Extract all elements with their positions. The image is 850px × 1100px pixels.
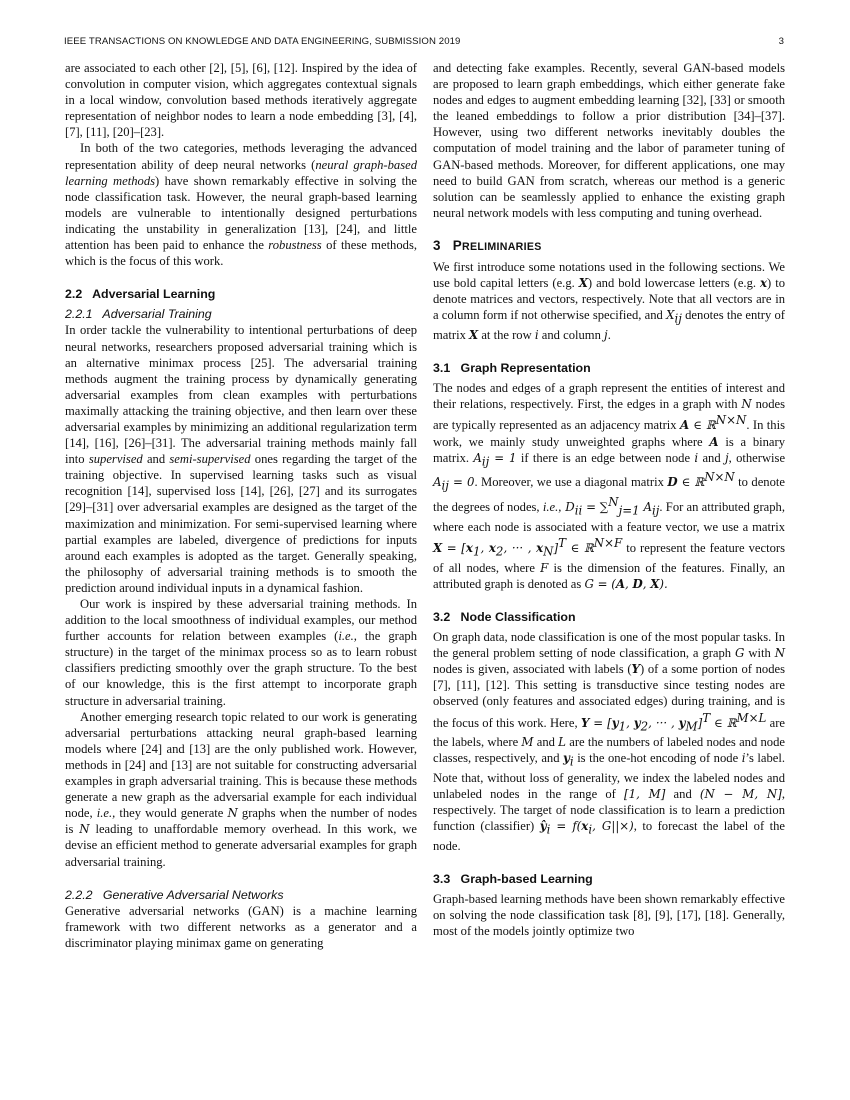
page-number: 3 [778, 36, 784, 47]
paragraph-node-classification: On graph data, node classification is one of the most popular tasks. In the general problem setting of node classification, a graph G with N nodes is given, associated with labels (Y) of a some portion of nodes [7], [11], [12]. This setting is transductive since testing nodes are observed (only features and associated edges) during training, and is the focus of this work. Here, $Y = [y_1$, $y_2$, ··· , $y_M]^T$ ∈ ℝ$^{M\times L}$ are the labels, where M and L are the numbers of labeled nodes and node classes, respectively, and $y_i$ is the one-hot encoding of node i’s label. Note that, without loss of generality, we index the labeled nodes and unlabeled nodes in the range of [1, M] and (N − M, N], respectively. The target of node classification is to learn a prediction function (classifier) $ŷ_i = f(x_i$, G||×), to forecast the label of the node. [433, 630, 786, 853]
paragraph-intro-continuation: are associated to each other [2], [5], [6], [12]. Inspired by the idea of convolution in computer vision, which aggregates contextual signals in a local window, convolution based methods iteratively aggregate representation of neighbor nodes to learn a node embedding [3], [4], [7], [11], [20]–[23]. [65, 61, 417, 140]
running-header [64, 36, 784, 50]
subsection-heading-adversarial-training: 2.2.1 Adversarial Training [65, 307, 212, 322]
subsection-heading-graph-based-learning: 3.3 Graph-based Learning [433, 872, 593, 886]
paragraph-graph-based-learning: Graph-based learning methods have been shown remarkably effective on solving the node classification task [8], [9], [17], [18]. Generally, most of the models jointly optimize two [433, 892, 785, 939]
paragraph-gan-continuation: and detecting fake examples. Recently, several GAN-based models are proposed to learn graph embeddings, which either generate fake nodes and edges to augment embedding learning [32], [33] or smooth the leaned embeddings to follow a prior distribution [34]–[37]. However, using two different networks inevitably doubles the computation of model training and the labor of parameter tuning of GAN-based methods. Moreover, for different applications, one may need to build GAN from scratch, whereas our method is a generic solution can be seamlessly applied to enhance the existing graph neural network models with less computing and tuning overhead. [433, 61, 785, 220]
subsection-heading-gan: 2.2.2 Generative Adversarial Networks [65, 887, 284, 902]
subsection-heading-node-classification: 3.2 Node Classification [433, 609, 576, 624]
section-heading-preliminaries: 3 PRELIMINARIES [433, 237, 542, 253]
left-column [65, 60, 417, 951]
paragraph-graph-representation: The nodes and edges of a graph represent the entities of interest and their relations, respectively. First, the edges in a graph with N nodes are typically represented as an adjacency matrix A ∈ ℝ$^{N\times N}$. In this work, we mainly study unweighted graphs where A is a binary matrix. $A_{ij} = 1$ if there is an edge between node i and j, otherwise $A_{ij} = 0$. Moreover, we use a diagonal matrix D ∈ ℝ$^{N\times N}$ to denote the degrees of nodes, i.e., $D_{ii} = \sum^N_{j=1}$ $A_{ij}$. For an attributed graph, where each node is associated with a feature vector, we use a matrix $X = [x_1$, $x_2$, ··· , $x_N]^T$ ∈ ℝ$^{N\times F}$ to represent the feature vectors of all nodes, where F is the dimension of the features. Finally, an attributed graph is denoted as G = (A, D, X). [433, 381, 786, 591]
journal-title: IEEE TRANSACTIONS ON KNOWLEDGE AND DATA ENGINEERING, SUBMISSION 2019 [64, 36, 461, 47]
section-heading-adversarial-learning: 2.2 Adversarial Learning [65, 287, 216, 302]
subsection-heading-graph-representation: 3.1 Graph Representation [433, 361, 591, 376]
paragraph-gan: Generative adversarial networks (GAN) is a machine learning framework with two different networks as a generator and a discriminator playing minimax game on generating [65, 903, 417, 950]
paragraph-related-research: Another emerging research topic related to our work is generating adversarial perturbations attacking neural graph-based learning models where [24] and [13] are the only published work. However, methods in [24] and [13] are not suitable for constructing adversarial examples in graph adversarial training. This is because these methods generate a new graph as the adversarial example for each individual node, i.e., they would generate N graphs when the number of nodes is N leading to unaffordable memory overhead. In this work, we devise an efficient method to generate adversarial examples for graph adversarial training. [65, 709, 418, 869]
paragraph-categories: In both of the two categories, methods leveraging the advanced representation ability of deep neural networks (neural graph-based learning methods) have shown remarkably effective in solving the node classification task. However, the neural graph-based learning models are vulnerable to intentionally designed perturbations indicating the unstability in generalization [13], [24], and little attention has been paid to enhance the robustness of these methods, which is the focus of this work. [65, 141, 418, 269]
paragraph-our-work: Our work is inspired by these adversarial training methods. In addition to the local smoothness of individual examples, our method further accounts for relation between examples (i.e., the graph structure) in the target of the minimax process so as to learn robust classifiers predicting smoothly over the graph structure. To the best of our knowledge, this is the first attempt to incorporate graph structure in adversarial training. [65, 597, 418, 708]
paragraph-adversarial-training: In order tackle the vulnerability to intentional perturbations of deep neural networks, researchers proposed adversarial training which is an alternative minimax process [25]. The adversarial training methods augment the training process by dynamically generating adversarial examples from clean examples with perturbations maximally attacking the training objective, and then learn over these adversarial examples by minimizing an additional regularization term [14], [16], [26]–[31]. The adversarial training methods mainly fall into supervised and semi-supervised ones regarding the target of the training objective. In supervised learning tasks such as visual recognition [14], supervised loss [14], [26], [27] and its surrogates [29]–[31] over adversarial examples are designed as the target of the maximization and minimization. For semi-supervised learning where partial examples are labeled, divergence of predictions for inputs around each examples is adopted as the target. Generally speaking, the philosophy of adversarial training methods is to smooth the prediction around individual inputs in a dynamical fashion. [65, 323, 418, 595]
paragraph-notation: We first introduce some notations used in the following sections. We use bold capital letters (e.g. X) and bold lowercase letters (e.g. x) to denote matrices and vectors, respectively. Note that all vectors are in a column form if not otherwise specified, and $X_{ij}$ denotes the entry of matrix X at the row i and column j. [433, 260, 786, 342]
right-column [433, 60, 785, 939]
